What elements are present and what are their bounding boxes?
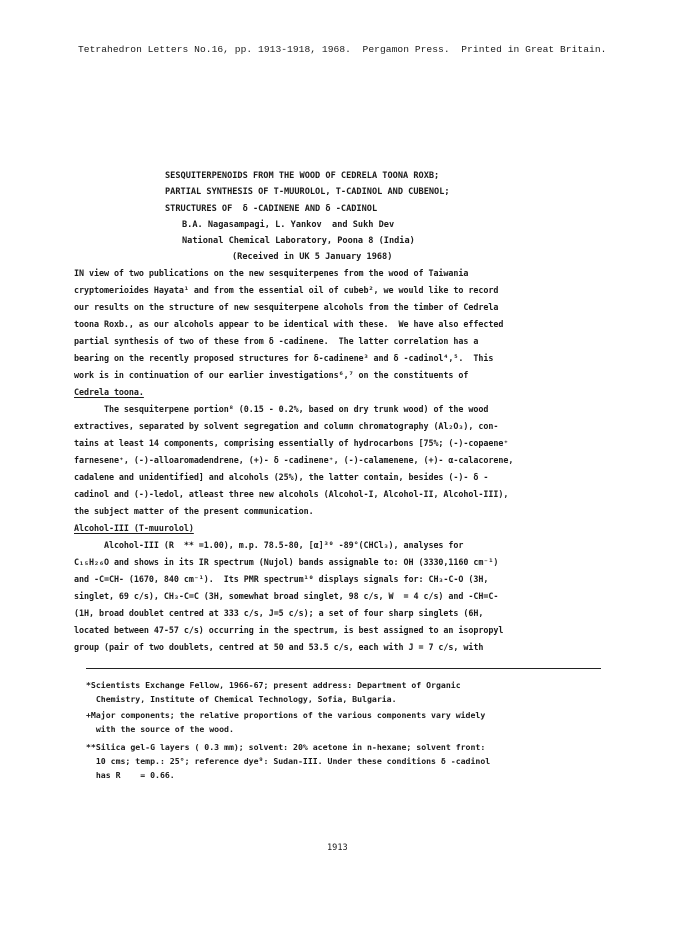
received-date: (Received in UK 5 January 1968) [232,252,393,262]
body-line-15: the subject matter of the present communication. [74,506,314,516]
body-line-5: partial synthesis of two of these from δ -cadinene. The latter correlation has a [74,336,479,346]
body-line-22: located between 47-57 c/s) occurring in the spectrum, is best assigned to an isopropyl [74,625,504,635]
body-line-9: The sesquiterpene portion⁸ (0.15 - 0.2%, based on dry trunk wood) of the wood [74,404,489,414]
footnote-divider [86,668,601,669]
body-line-3: our results on the structure of new sesquiterpene alcohols from the timber of Cedrela [74,302,499,312]
body-line-13: cadalene and unidentified] and alcohols (25%), the latter contain, besides (-)- δ - [74,472,489,482]
body-line-12: farnesene⁺, (-)-alloaromadendrene, (+)- δ -cadinene⁺, (-)-calamenene, (+)- α-calacorene, [74,455,514,465]
affiliation: National Chemical Laboratory, Poona 8 (India) [182,236,415,246]
body-line-20: singlet, 69 c/s), CH₃-C=C (3H, somewhat broad singlet, 98 c/s, W = 4 c/s) and -CH=C- [74,591,499,601]
body-line-19: and -C=CH- (1670, 840 cm⁻¹). Its PMR spectrum¹⁰ displays signals for: CH₃-C-O (3H, [74,574,489,584]
title-line-3: STRUCTURES OF δ -CADINENE AND δ -CADINOL [165,204,378,214]
body-line-7: work is in continuation of our earlier investigations⁶,⁷ on the constituents of [74,370,469,380]
body-line-14: cadinol and (-)-ledol, atleast three new alcohols (Alcohol-I, Alcohol-II, Alcohol-III), [74,489,509,499]
footnote-1b: Chemistry, Institute of Chemical Technology, Sofia, Bulgaria. [86,694,397,704]
section-heading: Alcohol-III (T-muurolol) [74,523,194,533]
body-line-8: Cedrela toona. [74,387,144,397]
body-line-1: IN view of two publications on the new sesquiterpenes from the wood of Taiwania [74,268,469,278]
footnote-2a: +Major components; the relative proportions of the various components vary widely [86,710,486,720]
body-line-17: Alcohol-III (R ** =1.00), m.p. 78.5-80, [α]³⁰ -89°(CHCl₃), analyses for [74,540,464,550]
footnote-1a: *Scientists Exchange Fellow, 1966-67; present address: Department of Organic [86,680,461,690]
body-line-21: (1H, broad doublet centred at 333 c/s, J=5 c/s); a set of four sharp singlets (6H, [74,608,484,618]
body-line-11: tains at least 14 components, comprising essentially of hydrocarbons [75%; (-)-copaene⁺ [74,438,509,448]
footnote-2b: with the source of the wood. [86,724,234,734]
footnote-3c: has R = 0.66. [86,770,175,780]
body-line-2: cryptomerioides Hayata¹ and from the essential oil of cubeb², we would like to record [74,285,499,295]
body-line-6: bearing on the recently proposed structures for δ-cadinene³ and δ -cadinol⁴,⁵. This [74,353,494,363]
body-line-4: toona Roxb., as our alcohols appear to be identical with these. We have also effected [74,319,504,329]
body-line-18: C₁₅H₂₆O and shows in its IR spectrum (Nujol) bands assignable to: OH (3330,1160 cm⁻¹) [74,557,499,567]
title-line-1: SESQUITERPENOIDS FROM THE WOOD OF CEDRELA TOONA ROXB; [165,171,440,181]
body-line-10: extractives, separated by solvent segregation and column chromatography (Al₂O₃), con- [74,421,499,431]
authors: B.A. Nagasampagi, L. Yankov and Sukh Dev [182,220,395,230]
page-number: 1913 [327,843,348,853]
footnote-3b: 10 cms; temp.: 25°; reference dye⁹: Sudan-III. Under these conditions δ -cadinol [86,756,491,766]
running-header: Tetrahedron Letters No.16, pp. 1913-1918, 1968. Pergamon Press. Printed in Great Britain. [78,44,607,55]
title-line-2: PARTIAL SYNTHESIS OF T-MUUROLOL, T-CADINOL AND CUBENOL; [165,187,450,197]
body-line-23: group (pair of two doublets, centred at 50 and 53.5 c/s, each with J = 7 c/s, with [74,642,484,652]
footnote-3a: **Silica gel-G layers ( 0.3 mm); solvent: 20% acetone in n-hexane; solvent front: [86,742,486,752]
